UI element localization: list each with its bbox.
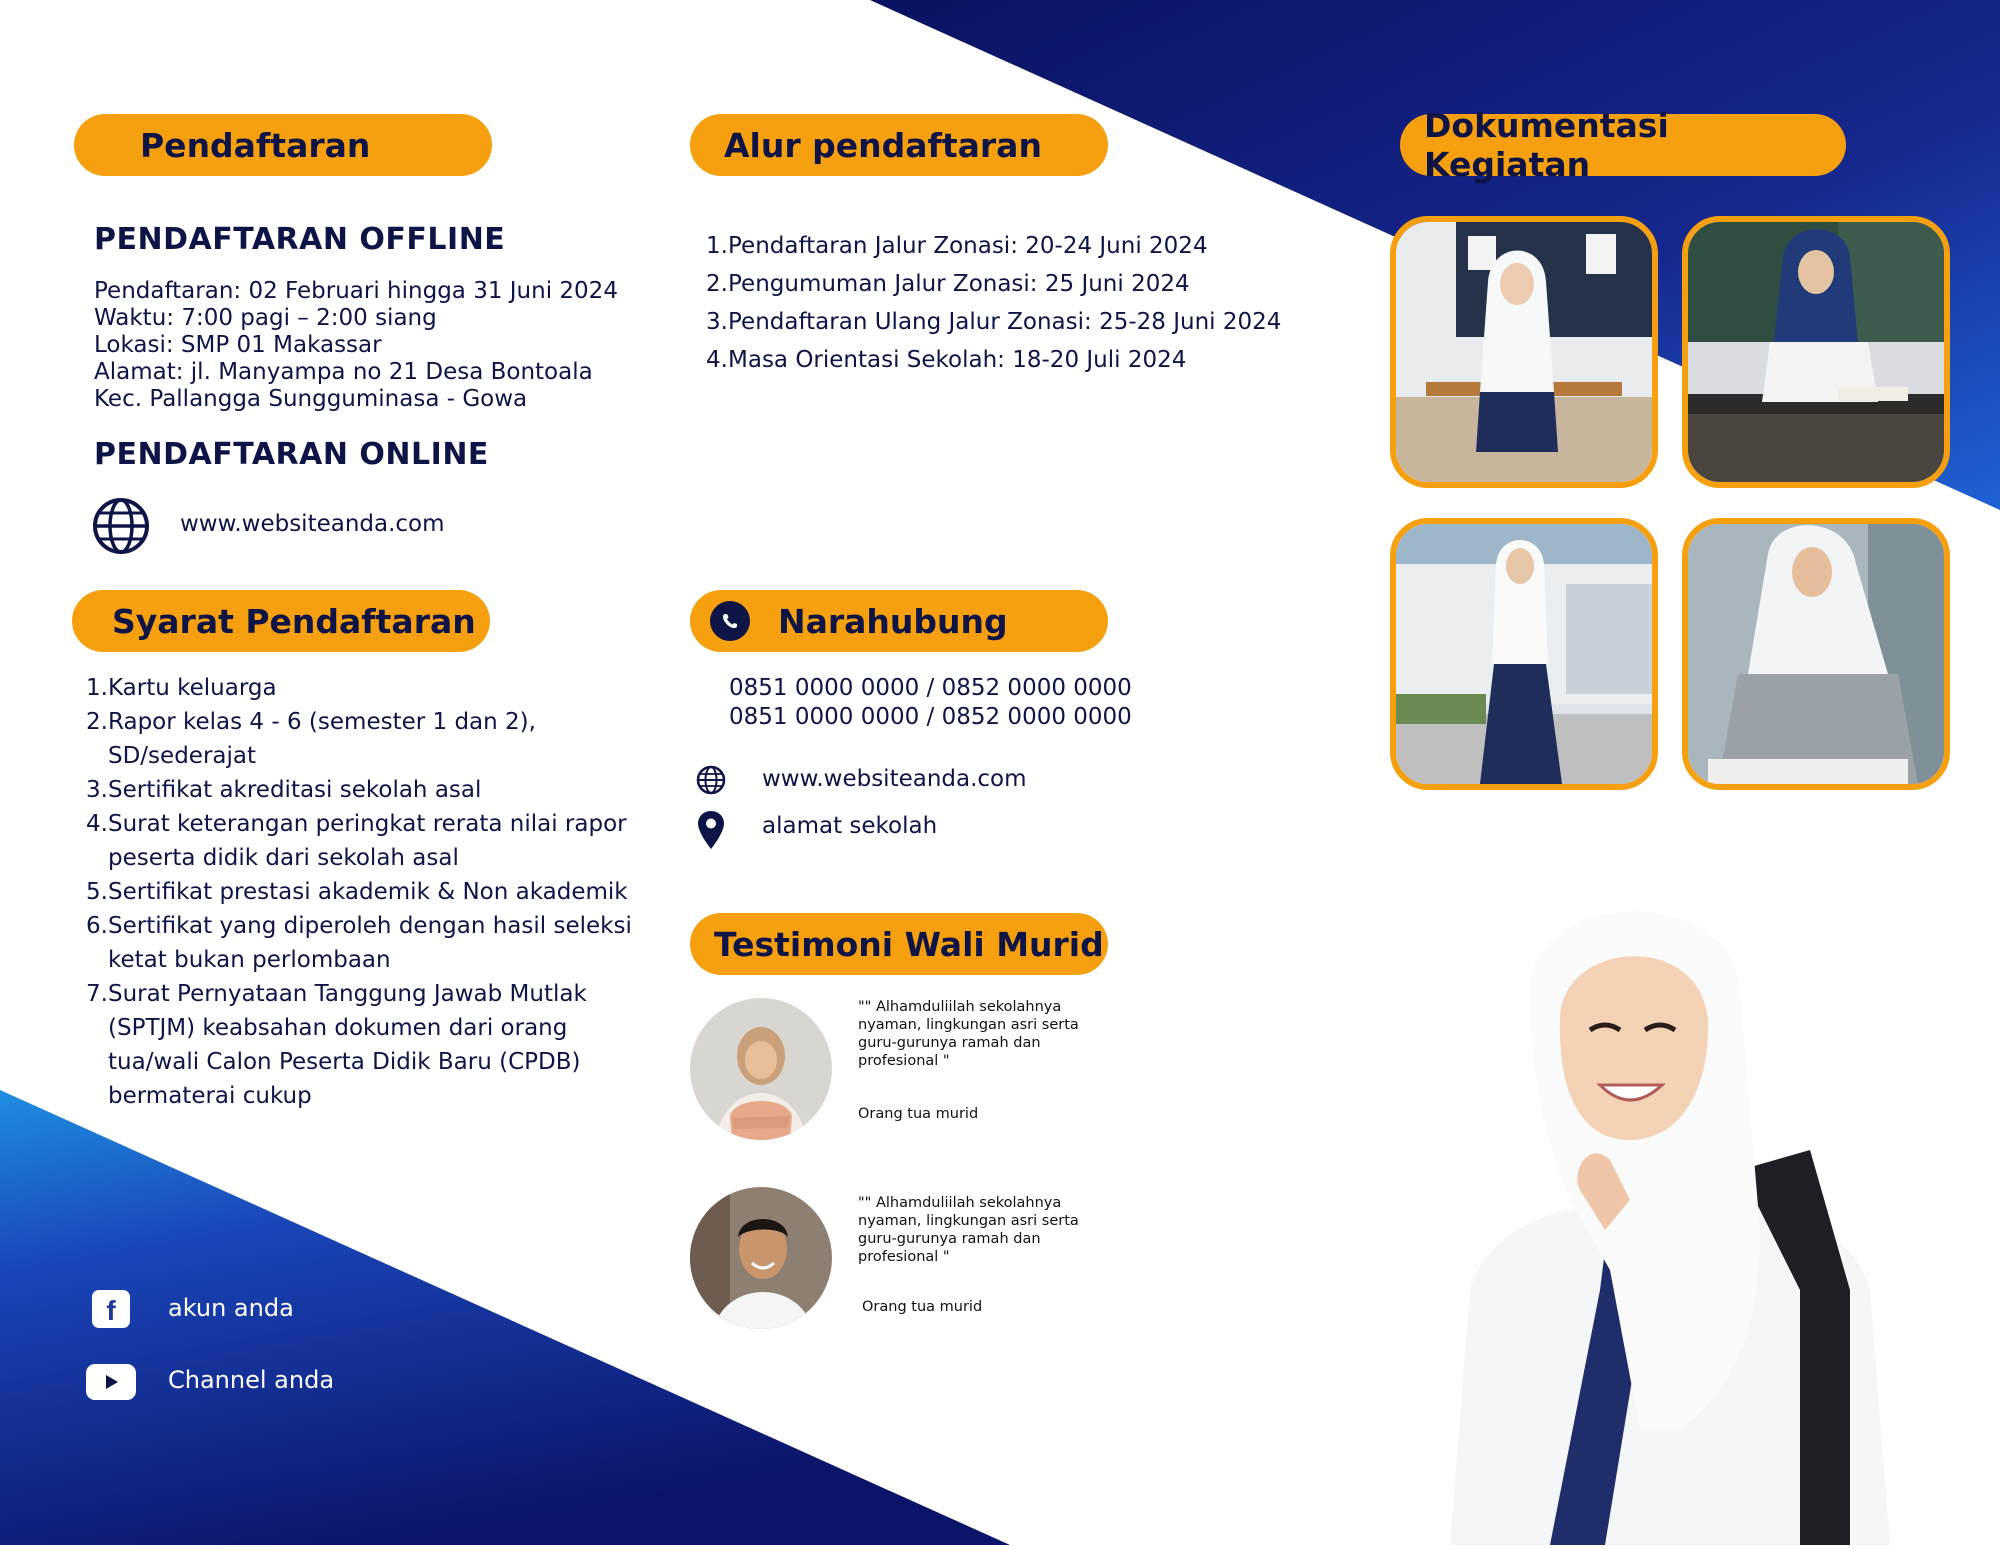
offline-title: PENDAFTARAN OFFLINE — [94, 222, 506, 257]
list-item — [86, 977, 646, 1113]
list-item — [86, 875, 646, 909]
list-text: Pendaftaran Jalur Zonasi: 20-24 Juni 2024 — [728, 233, 1208, 259]
list-item — [86, 671, 646, 705]
dokumentasi-heading — [1400, 106, 1846, 184]
list-line: Rapor kelas 4 - 6 (semester 1 dan 2), — [108, 709, 536, 735]
list-number: 1. — [86, 675, 108, 701]
offline-details — [94, 278, 618, 413]
phone-list — [729, 674, 1132, 732]
facebook-icon[interactable]: f — [92, 1290, 130, 1328]
list-line: Sertifikat yang diperoleh dengan hasil seleksi — [108, 913, 632, 939]
offline-line: Kec. Pallangga Sungguminasa - Gowa — [94, 386, 528, 412]
pendaftaran-heading-text: Pendaftaran — [140, 125, 371, 165]
syarat-list — [86, 671, 646, 1113]
list-number: 6. — [86, 913, 108, 939]
syarat-heading-text: Syarat Pendaftaran — [112, 601, 476, 641]
list-line: Surat keterangan peringkat rerata nilai rapor — [108, 811, 627, 837]
list-text: Masa Orientasi Sekolah: 18-20 Juli 2024 — [728, 347, 1187, 373]
contact-website-link[interactable]: www.websiteanda.com — [762, 766, 1027, 792]
offline-line: Alamat: jl. Manyampa no 21 Desa Bontoala — [94, 359, 593, 385]
list-line: Sertifikat prestasi akademik & Non akademik — [108, 879, 628, 905]
alur-heading — [690, 114, 1108, 176]
phone-line[interactable]: 0851 0000 0000 / 0852 0000 0000 — [729, 675, 1132, 701]
list-text — [108, 671, 277, 705]
list-number: 2. — [706, 271, 728, 297]
list-text — [108, 909, 632, 977]
list-number: 5. — [86, 879, 108, 905]
list-line: ketat bukan perlombaan — [108, 947, 391, 973]
list-line: Surat Pernyataan Tanggung Jawab Mutlak — [108, 981, 587, 1007]
testimoni-heading-text: Testimoni Wali Murid — [714, 924, 1104, 964]
list-text — [108, 705, 536, 773]
dokumentasi-heading-text: Dokumentasi Kegiatan — [1424, 106, 1669, 184]
list-number: 3. — [86, 777, 108, 803]
facebook-label[interactable]: akun anda — [168, 1294, 294, 1322]
testimonial-quote: "" Alhamduliilah sekolahnya nyaman, lingkungan asri serta guru-gurunya ramah dan profesional " — [858, 1195, 1079, 1265]
youtube-icon[interactable] — [86, 1364, 136, 1400]
list-text: Pendaftaran Ulang Jalur Zonasi: 25-28 Juni 2024 — [728, 309, 1282, 335]
list-line: peserta didik dari sekolah asal — [108, 845, 459, 871]
list-item — [706, 347, 1326, 374]
list-number: 4. — [706, 347, 728, 373]
offline-line: Pendaftaran: 02 Februari hingga 31 Juni 2024 — [94, 278, 618, 304]
list-number: 3. — [706, 309, 728, 335]
globe-icon — [92, 497, 150, 555]
list-text — [108, 773, 481, 807]
narahubung-heading — [690, 590, 1108, 652]
student-photo — [1430, 870, 1910, 1545]
list-item — [86, 807, 646, 875]
list-number: 1. — [706, 233, 728, 259]
online-title: PENDAFTARAN ONLINE — [94, 437, 489, 472]
whatsapp-icon — [710, 601, 750, 641]
list-text: Pengumuman Jalur Zonasi: 25 Juni 2024 — [728, 271, 1190, 297]
address-text: alamat sekolah — [762, 813, 938, 839]
list-line: SD/sederajat — [108, 743, 256, 769]
gallery-photo — [1390, 216, 1658, 488]
offline-line: Lokasi: SMP 01 Makassar — [94, 332, 382, 358]
online-website-link[interactable]: www.websiteanda.com — [180, 511, 445, 537]
list-line: (SPTJM) keabsahan dokumen dari orang — [108, 1015, 568, 1041]
list-item — [86, 705, 646, 773]
list-text — [108, 977, 587, 1113]
list-item — [706, 271, 1326, 298]
pendaftaran-heading — [74, 114, 492, 176]
list-line: Sertifikat akreditasi sekolah asal — [108, 777, 482, 803]
testimonial-author: Orang tua murid — [862, 1299, 983, 1315]
list-line: bermaterai cukup — [108, 1083, 312, 1109]
youtube-label[interactable]: Channel anda — [168, 1366, 335, 1394]
list-line: Kartu keluarga — [108, 675, 277, 701]
alur-list — [706, 233, 1326, 385]
alur-heading-text: Alur pendaftaran — [724, 125, 1042, 165]
list-text — [108, 875, 628, 909]
globe-icon — [696, 765, 726, 795]
list-item — [86, 909, 646, 977]
phone-line[interactable]: 0851 0000 0000 / 0852 0000 0000 — [729, 704, 1132, 730]
offline-line: Waktu: 7:00 pagi – 2:00 siang — [94, 305, 437, 331]
testimonial-avatar-man — [690, 1187, 832, 1329]
list-line: tua/wali Calon Peserta Didik Baru (CPDB) — [108, 1049, 581, 1075]
testimonial-quote: "" Alhamduliilah sekolahnya nyaman, lingkungan asri serta guru-gurunya ramah dan profesional " — [858, 999, 1079, 1069]
testimonial-author: Orang tua murid — [858, 1106, 979, 1122]
list-number: 2. — [86, 709, 108, 735]
list-item — [706, 309, 1326, 336]
narahubung-heading-text: Narahubung — [778, 601, 1008, 641]
gallery-photo — [1682, 518, 1950, 790]
gallery-photo — [1390, 518, 1658, 790]
gallery-photo — [1682, 216, 1950, 488]
list-item — [86, 773, 646, 807]
list-text — [108, 807, 627, 875]
syarat-heading — [72, 590, 490, 652]
list-number: 7. — [86, 981, 108, 1007]
location-pin-icon — [697, 810, 725, 850]
list-number: 4. — [86, 811, 108, 837]
list-item — [706, 233, 1326, 260]
testimoni-heading — [690, 913, 1108, 975]
testimonial-avatar-woman — [690, 998, 832, 1140]
